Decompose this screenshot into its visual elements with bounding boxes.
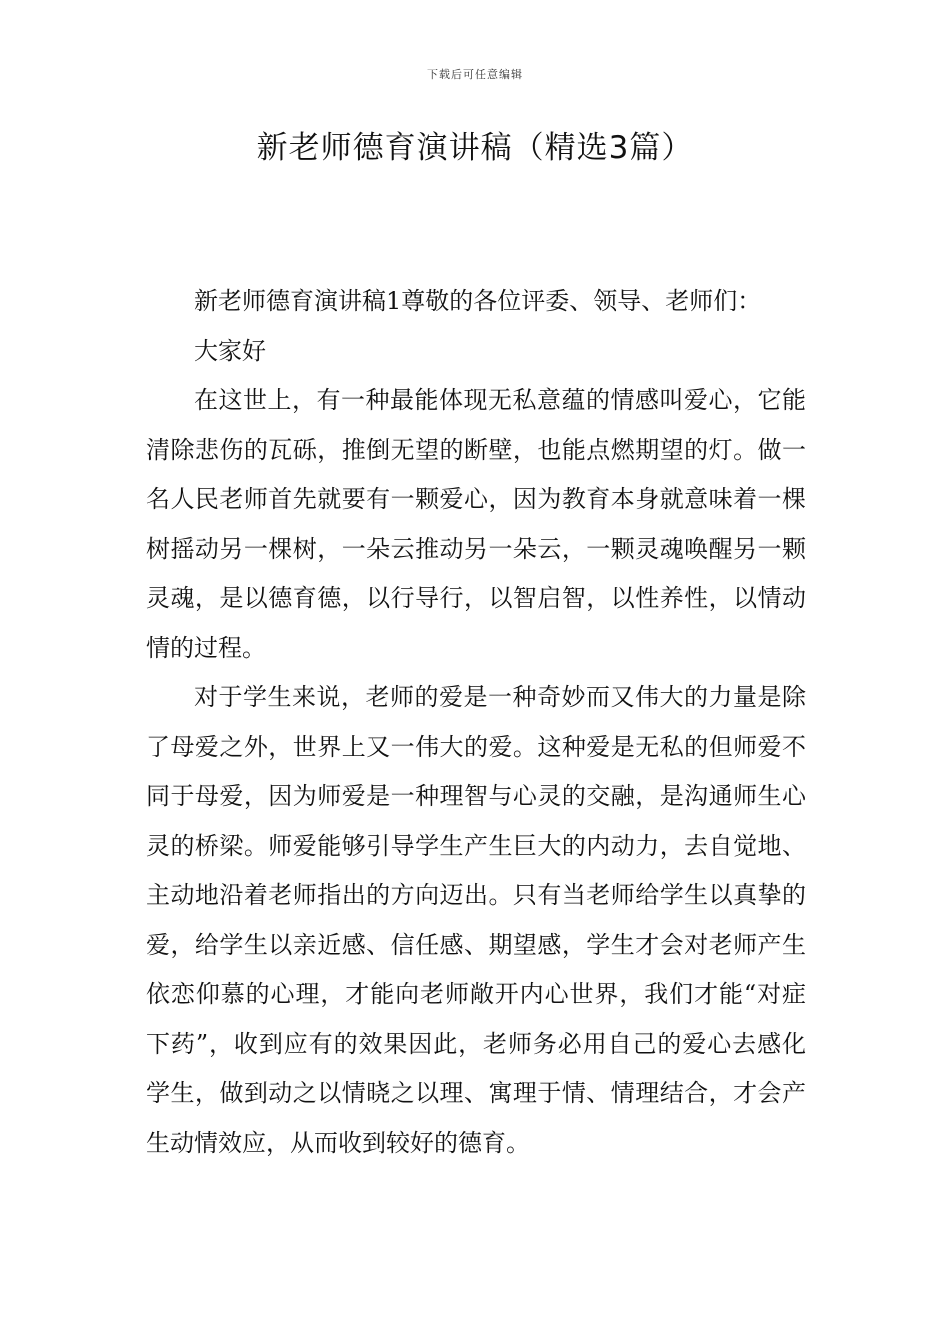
document-body — [146, 277, 806, 1168]
paragraph-hello: 大家好 — [194, 336, 266, 365]
paragraph-greeting: 新老师德育演讲稿1尊敬的各位评委、领导、老师们： — [194, 287, 762, 315]
paragraph-love: 在这世上，有一种最能体现无私意蕴的情感叫爱心，它能清除悲伤的瓦砾，推倒无望的断壁，也能点燃期望的灯。做一名人民老师首先就要有一颗爱心，因为教育本身就意味着一棵树摇动另一棵树，一朵云推动另一朵云，一颗灵魂唤醒另一颗灵魂，是以德育德，以行导行，以智启智，以性养性，以情动情的过程。 — [146, 386, 806, 662]
page-title: 新老师德育演讲稿（精选3篇） — [256, 130, 694, 166]
paragraph-teacher-love: 对于学生来说，老师的爱是一种奇妙而又伟大的力量是除了母爱之外，世界上又一伟大的爱。这种爱是无私的但师爱不同于母爱，因为师爱是一种理智与心灵的交融，是沟通师生心灵的桥梁。师爱能够引导学生产生巨大的内动力，去自觉地、主动地沿着老师指出的方向迈出。只有当老师给学生以真挚的爱，给学生以亲近感、信任感、期望感，学生才会对老师产生依恋仰慕的心理，才能向老师敞开内心世界，我们才能“对症下药”，收到应有的效果因此，老师务必用自己的爱心去感化学生，做到动之以情晓之以理、寓理于情、情理结合，才会产生动情效应，从而收到较好的德育。 — [146, 683, 806, 1157]
header-note: 下载后可任意编辑 — [427, 68, 523, 81]
